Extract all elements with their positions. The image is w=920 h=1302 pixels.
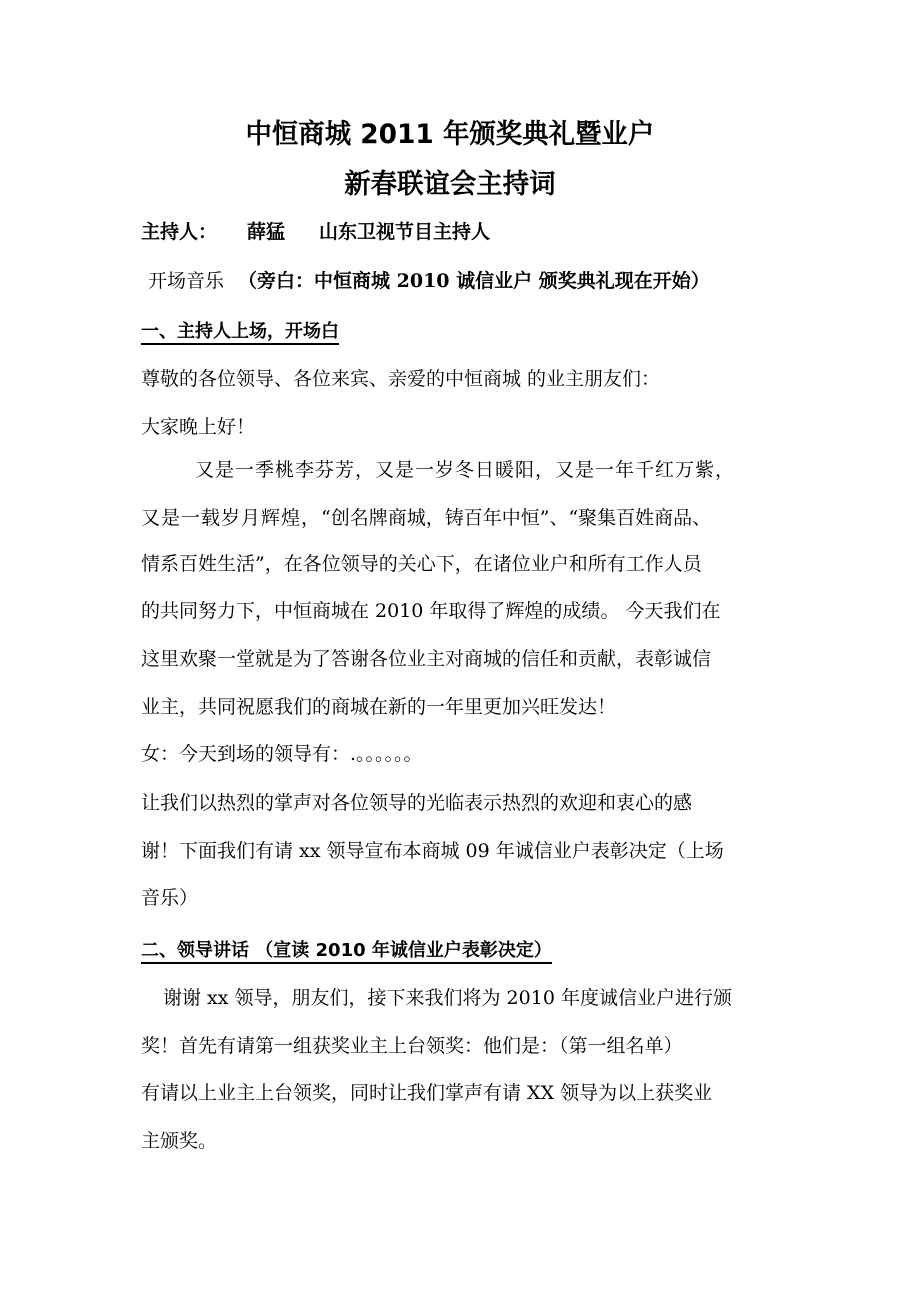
paragraph-line-3: 情系百姓生活”，在各位领导的关心下，在诸位业户和所有工作人员 [141, 553, 702, 575]
good-evening-line: 大家晚上好！ [141, 416, 256, 438]
paragraph-line-5: 这里欢聚一堂就是为了答谢各位业主对商城的信任和贡献，表彰诚信 [141, 648, 712, 670]
section-2-heading-line [141, 937, 552, 963]
section-2-heading: 二、领导讲话 （宣读 2010 年诚信业户表彰决定） [141, 940, 552, 964]
opening-music: 开场音乐 [148, 270, 225, 292]
poem-line-2-part-a: 又是一载岁月辉煌， [141, 507, 322, 529]
award-line-2: 奖！首先有请第一组获奖业主上台领奖：他们是：（第一组名单） [141, 1035, 683, 1057]
section-1-heading: 一、主持人上场，开场白 [141, 321, 339, 345]
narration: （旁白：中恒商城 2010 诚信业户 颁奖典礼现在开始） [238, 270, 710, 292]
host-line [141, 219, 490, 245]
paragraph-line-6: 业主，共同祝愿我们的商城在新的一年里更加兴旺发达！ [141, 696, 617, 718]
thanks-line-1: 让我们以热烈的掌声对各位领导的光临表示热烈的欢迎和衷心的感 [141, 792, 693, 814]
award-line-3: 有请以上业主上台领奖，同时让我们掌声有请 XX 领导为以上获奖业 [141, 1082, 713, 1104]
section-1-heading-line [141, 318, 339, 344]
thanks-line-3: 音乐） [141, 887, 199, 909]
document-title-line-1: 中恒商城 2011 年颁奖典礼暨业户 [245, 119, 655, 150]
award-line-4: 主颁奖。 [141, 1130, 218, 1152]
document-title-line-2: 新春联谊会主持词 [344, 169, 556, 200]
award-line-1: 谢谢 xx 领导，朋友们，接下来我们将为 2010 年度诚信业户进行颁 [163, 987, 732, 1009]
host-affiliation: 山东卫视节目主持人 [319, 221, 491, 243]
opening-line [148, 268, 710, 294]
poem-line-1: 又是一季桃李芬芳，又是一岁冬日暖阳，又是一年千红万紫， [195, 459, 736, 481]
greeting-line: 尊敬的各位领导、各位来宾、亲爱的中恒商城 的业主朋友们： [141, 368, 661, 390]
host-name: 薛猛 [247, 221, 286, 243]
host-label: 主持人： [141, 221, 218, 243]
thanks-line-2: 谢！下面我们有请 xx 领导宣布本商城 09 年诚信业户表彰决定（上场 [141, 840, 724, 862]
paragraph-line-4: 的共同努力下，中恒商城在 2010 年取得了辉煌的成绩。 今天我们在 [141, 600, 721, 622]
poem-line-2-part-b: “创名牌商城，铸百年中恒”、“聚集百姓商品、 [321, 507, 712, 529]
poem-line-2 [141, 505, 711, 531]
leaders-line: 女：今天到场的领导有：.。。。。。。 [141, 743, 423, 765]
